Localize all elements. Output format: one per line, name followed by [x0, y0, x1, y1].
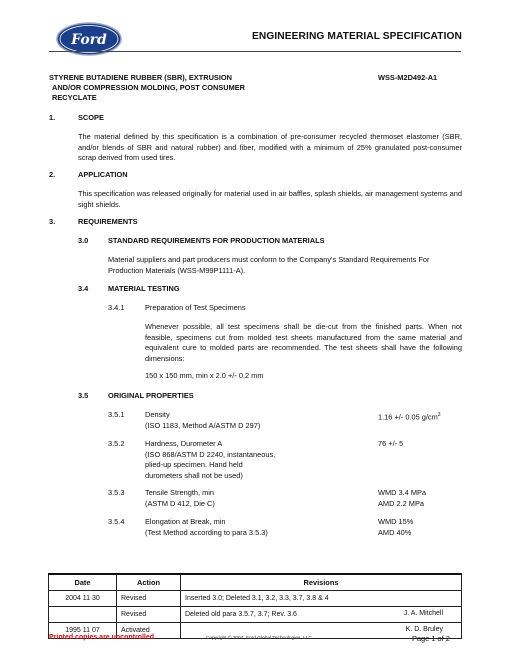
section-number: 2. [49, 170, 56, 179]
revision-description [181, 591, 462, 607]
spec-title-line: AND/OR COMPRESSION MOLDING, POST CONSUMER [52, 83, 245, 92]
subsection-number: 3.5 [78, 391, 89, 400]
revision-description [181, 607, 462, 623]
property-number: 3.5.2 [108, 439, 125, 448]
property-line: (ASTM D 412, Die C) [145, 498, 215, 508]
scope-paragraph: The material defined by this specification is a combination of pre-consumer recycled thermoset elastomer (SBR, and/or blends of SBR and natural rubber) and fiber, modified with a minimum of 25% granulated post-consumer scrap derived from used tires. [78, 132, 462, 162]
property-line: Tensile Strength, min [145, 488, 215, 497]
unit-exponent: 3 [437, 412, 441, 418]
table-header-row [49, 574, 462, 591]
spec-number: WSS-M2D492-A1 [378, 73, 438, 82]
revision-text: Deleted old para 3.5.7, 3.7; Rev. 3.6 [185, 611, 297, 618]
property-line: Elongation at Break, min [145, 517, 226, 526]
property-number: 3.5.1 [108, 410, 125, 419]
table-row [49, 607, 462, 623]
item-number: 3.4.1 [108, 303, 125, 312]
spec-title [49, 73, 319, 103]
property-value-line: AMD 40% [378, 527, 412, 537]
property-value: 76 +/- 5 [378, 439, 404, 448]
property-line: plied-up specimen. Hand held [145, 460, 243, 469]
application-paragraph: This specification was released originally for material used in air baffles, splash shields, air management systems and sight shields. [78, 189, 462, 209]
spec-title-line: RECYCLATE [52, 93, 97, 102]
copyright-notice: Copyright © 2004, Ford Global Technologies, LLC [206, 636, 312, 641]
property-line: Density [145, 410, 170, 419]
property-description [145, 517, 355, 538]
property-line: (ISO 868/ASTM D 2240, instantaneous, [145, 449, 276, 459]
property-number: 3.5.3 [108, 488, 125, 497]
header-divider [49, 51, 461, 52]
subsection-number: 3.4 [78, 284, 89, 293]
column-header-date: Date [49, 574, 117, 591]
property-value [378, 488, 426, 509]
revision-date: 2004 11 30 [49, 591, 117, 607]
property-value-line: AMD 2.2 MPa [378, 498, 425, 508]
column-header-revisions: Revisions [181, 574, 462, 591]
section-number: 3. [49, 217, 56, 226]
spec-title-line: STYRENE BUTADIENE RUBBER (SBR), EXTRUSION [49, 73, 232, 82]
revision-action: Revised [117, 607, 181, 623]
section-heading: APPLICATION [78, 170, 128, 179]
specimen-dimensions: 150 x 150 mm, min x 2.0 +/- 0.2 mm [145, 371, 264, 380]
specimen-preparation-paragraph: Whenever possible, all test specimens shall be die-cut from the finished parts. When not feasible, specimens cut from molded test sheets manufactured from the same material and equivalent cure to molded parts are recommended. The test sheets shall have the following dimensions: [145, 322, 462, 363]
property-value-line: WMD 15% [378, 517, 414, 526]
document-title: ENGINEERING MATERIAL SPECIFICATION [252, 31, 462, 42]
property-number: 3.5.4 [108, 517, 125, 526]
property-value-line: WMD 3.4 MPa [378, 488, 427, 497]
section-number: 1. [49, 113, 56, 122]
table-row [49, 591, 462, 607]
revision-author: J. A. Mitchell [403, 610, 443, 617]
subsection-heading: ORIGINAL PROPERTIES [108, 391, 194, 400]
standard-requirements-paragraph: Material suppliers and part producers must conform to the Company's Standard Requirements For Production Materials (WSS-M99P1111-A). [108, 255, 430, 275]
subsection-heading: MATERIAL TESTING [108, 284, 180, 293]
property-line: durometers shall not be used) [145, 470, 243, 480]
property-description [145, 410, 355, 431]
item-heading: Preparation of Test Specimens [145, 303, 246, 312]
density-value: 1.16 +/- 0.05 g/cm [378, 412, 438, 422]
subsection-number: 3.0 [78, 236, 89, 245]
property-description [145, 439, 355, 481]
revision-action: Revised [117, 591, 181, 607]
property-value [378, 517, 413, 538]
property-line: Hardness, Durometer A [145, 439, 223, 448]
section-heading: SCOPE [78, 113, 104, 122]
revision-date [49, 607, 117, 623]
property-line: (Test Method according to para 3.5.3) [145, 527, 268, 537]
revision-action: Activated [117, 623, 181, 639]
column-header-action: Action [117, 574, 181, 591]
uncontrolled-copy-notice: Printed copies are uncontrolled [49, 634, 155, 641]
subsection-heading: STANDARD REQUIREMENTS FOR PRODUCTION MATERIALS [108, 236, 325, 245]
revision-table [48, 573, 462, 639]
section-heading: REQUIREMENTS [78, 217, 138, 226]
property-line: (ISO 1183, Method A/ASTM D 297) [145, 420, 261, 430]
revision-date: 1995 11 07 [49, 623, 117, 639]
revision-author: K. D. Bruley [405, 626, 443, 633]
ford-logo-text: Ford [71, 32, 107, 48]
revision-text: Inserted 3.0; Deleted 3.1, 3.2, 3.3, 3.7, 3.8 & 4 [185, 595, 329, 602]
property-value [378, 410, 441, 423]
property-description [145, 488, 355, 509]
page-number: Page 1 of 2 [412, 634, 450, 643]
